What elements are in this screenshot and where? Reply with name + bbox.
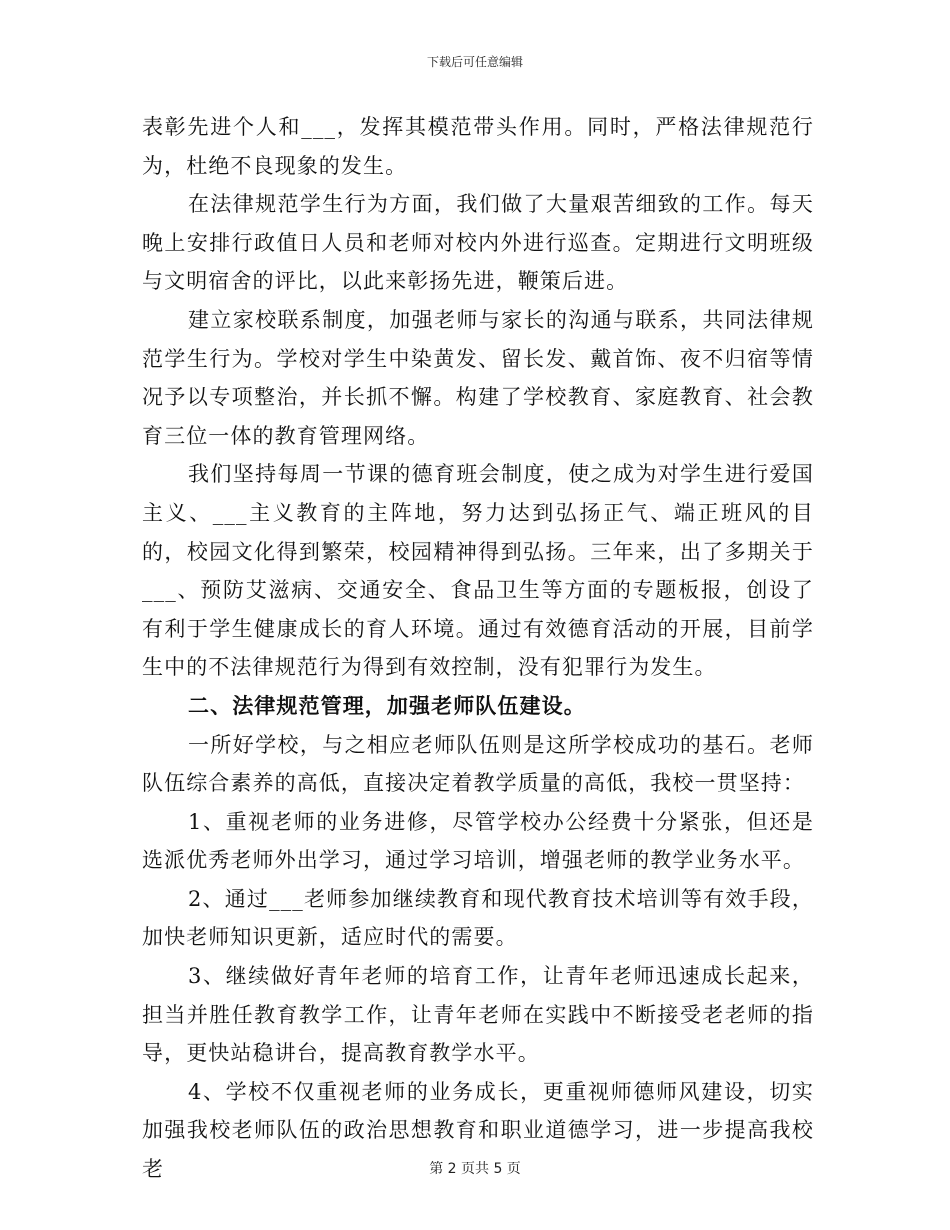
list-item-3: 3、继续做好青年老师的培育工作，让青年老师迅速成长起来，担当并胜任教育教学工作，让青年老师在实践中不断接受老老师的指导，更快站稳讲台，提高教育教学水平。 [142,964,814,1066]
paragraph-home-school-contact: 建立家校联系制度，加强老师与家长的沟通与联系，共同法律规范学生行为。学校对学生中染黄发、留长发、戴首饰、夜不归宿等情况予以专项整治，并长抓不懈。构建了学校教育、家庭教育、社会教育三位一体的教育管理网络。 [142,307,814,448]
page-header: 下载后可任意编辑 [426,55,523,69]
paragraph-moral-education: 我们坚持每周一节课的德育班会制度，使之成为对学生进行爱国主义、___主义教育的主阵地，努力达到弘扬正气、端正班风的目的，校园文化得到繁荣，校园精神得到弘扬。三年来，出了多期关于___、预防艾滋病、交通安全、食品卫生等方面的专题板报，创设了有利于学生健康成长的育人环境。通过有效德育活动的开展，目前学生中的不法律规范行为得到有效控制，没有犯罪行为发生。 [142,462,814,680]
document-body [142,108,814,1189]
paragraph-continuation: 表彰先进个人和___，发挥其模范带头作用。同时，严格法律规范行为，杜绝不良现象的发生。 [142,115,814,178]
page-footer: 第 2 页共 5 页 [429,1161,521,1177]
list-item-2: 2、通过___老师参加继续教育和现代教育技术培训等有效手段，加快老师知识更新，适应时代的需要。 [142,886,814,950]
paragraph-teacher-team-intro: 一所好学校，与之相应老师队伍则是这所学校成功的基石。老师队伍综合素养的高低，直接决定着教学质量的高低，我校一贯坚持： [142,732,814,796]
paragraph-behavior-norms: 在法律规范学生行为方面，我们做了大量艰苦细致的工作。每天晚上安排行政值日人员和老师对校内外进行巡查。定期进行文明班级与文明宿舍的评比，以此来彰扬先进，鞭策后进。 [142,192,814,294]
list-item-1: 1、重视老师的业务进修，尽管学校办公经费十分紧张，但还是选派优秀老师外出学习，通过学习培训，增强老师的教学业务水平。 [142,809,814,873]
section-heading-teacher-team: 二、法律规范管理，加强老师队伍建设。 [188,692,586,718]
list-item-4: 4、学校不仅重视老师的业务成长，更重视师德师风建设，切实加强我校老师队伍的政治思想教育和职业道德学习，进一步提高我校老 [142,1079,814,1182]
